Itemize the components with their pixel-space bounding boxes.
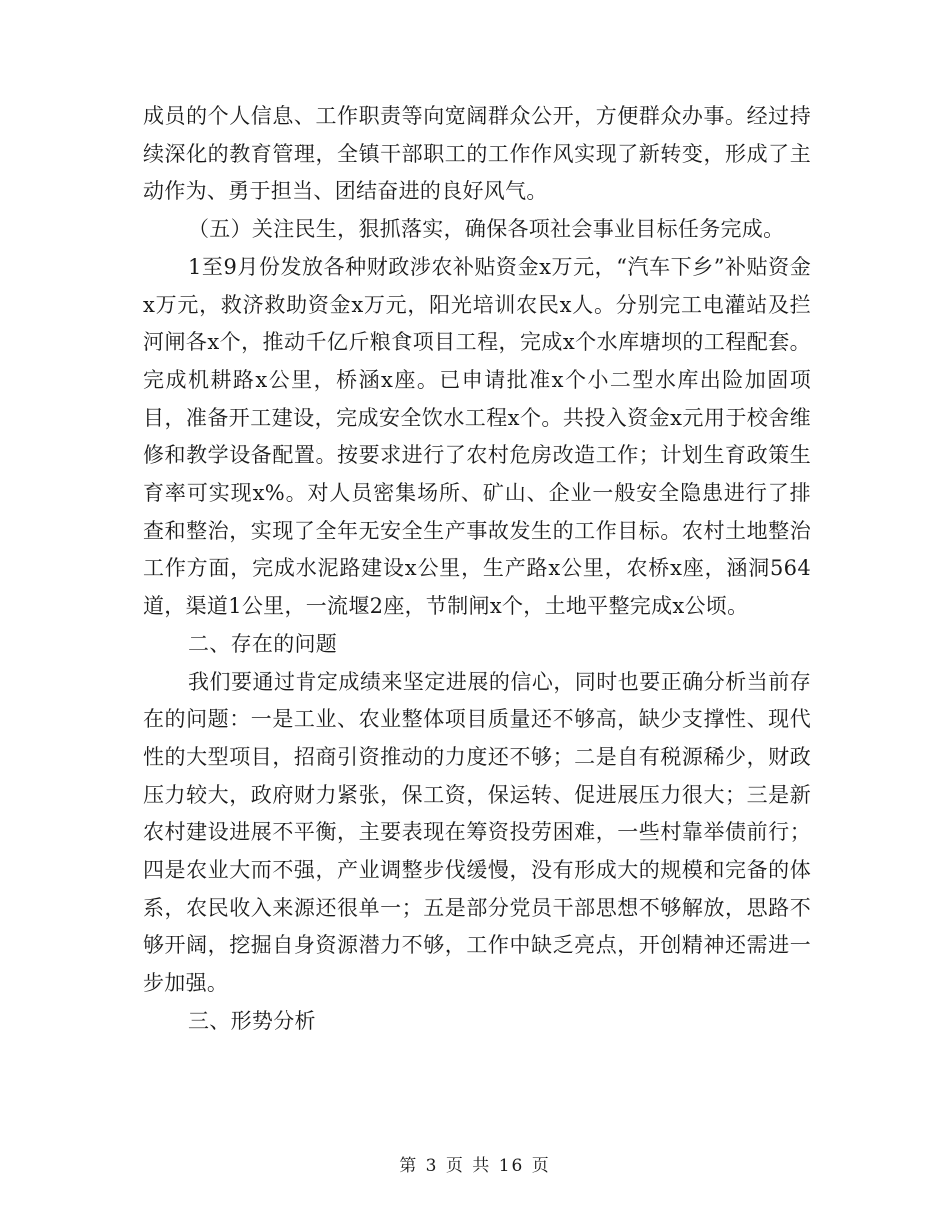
heading-existing-problems: 二、存在的问题 bbox=[188, 631, 338, 656]
subheading-people-livelihood: （五）关注民生，狠抓落实，确保各项社会事业目标任务完成。 bbox=[188, 217, 785, 242]
document-body bbox=[143, 98, 811, 1041]
paragraph-problems-details: 我们要通过肯定成绩来坚定进展的信心，同时也要正确分析当前存在的问题：一是工业、农业整体项目质量还不够高，缺少支撑性、现代性的大型项目，招商引资推动的力度还不够；二是自有税源稀少，财政压力较大，政府财力紧张，保工资，保运转、促进展压力很大；三是新农村建设进展不平衡，主要表现在筹资投劳困难，一些村靠举债前行；四是农业大而不强，产业调整步伐缓慢，没有形成大的规模和完备的体系，农民收入来源还很单一；五是部分党员干部思想不够解放，思路不够开阔，挖掘自身资源潜力不够，工作中缺乏亮点，开创精神还需进一步加强。 bbox=[143, 669, 811, 996]
paragraph-livelihood-details: 1至9月份发放各种财政涉农补贴资金x万元，“汽车下乡”补贴资金x万元，救济救助资金x万元，阳光培训农民x人。分别完工电灌站及拦河闸各x个，推动千亿斤粮食项目工程，完成x个水库塘坝的工程配套。完成机耕路x公里，桥涵x座。已申请批准x个小二型水库出险加固项目，准备开工建设，完成安全饮水工程x个。共投入资金x元用于校舍维修和教学设备配置。按要求进行了农村危房改造工作；计划生育政策生育率可实现x%。对人员密集场所、矿山、企业一般安全隐患进行了排查和整治，实现了全年无安全生产事故发生的工作目标。农村土地整治工作方面，完成水泥路建设x公里，生产路x公里，农桥x座，涵洞564道，渠道1公里，一流堰2座，节制闸x个，土地平整完成x公顷。 bbox=[143, 254, 811, 619]
heading-situation-analysis: 三、形势分析 bbox=[188, 1008, 316, 1033]
paragraph-continuation: 成员的个人信息、工作职责等向宽阔群众公开，方便群众办事。经过持续深化的教育管理，全镇干部职工的工作作风实现了新转变，形成了主动作为、勇于担当、团结奋进的良好风气。 bbox=[143, 104, 811, 204]
page-footer: 第 3 页 共 16 页 bbox=[399, 1156, 551, 1176]
